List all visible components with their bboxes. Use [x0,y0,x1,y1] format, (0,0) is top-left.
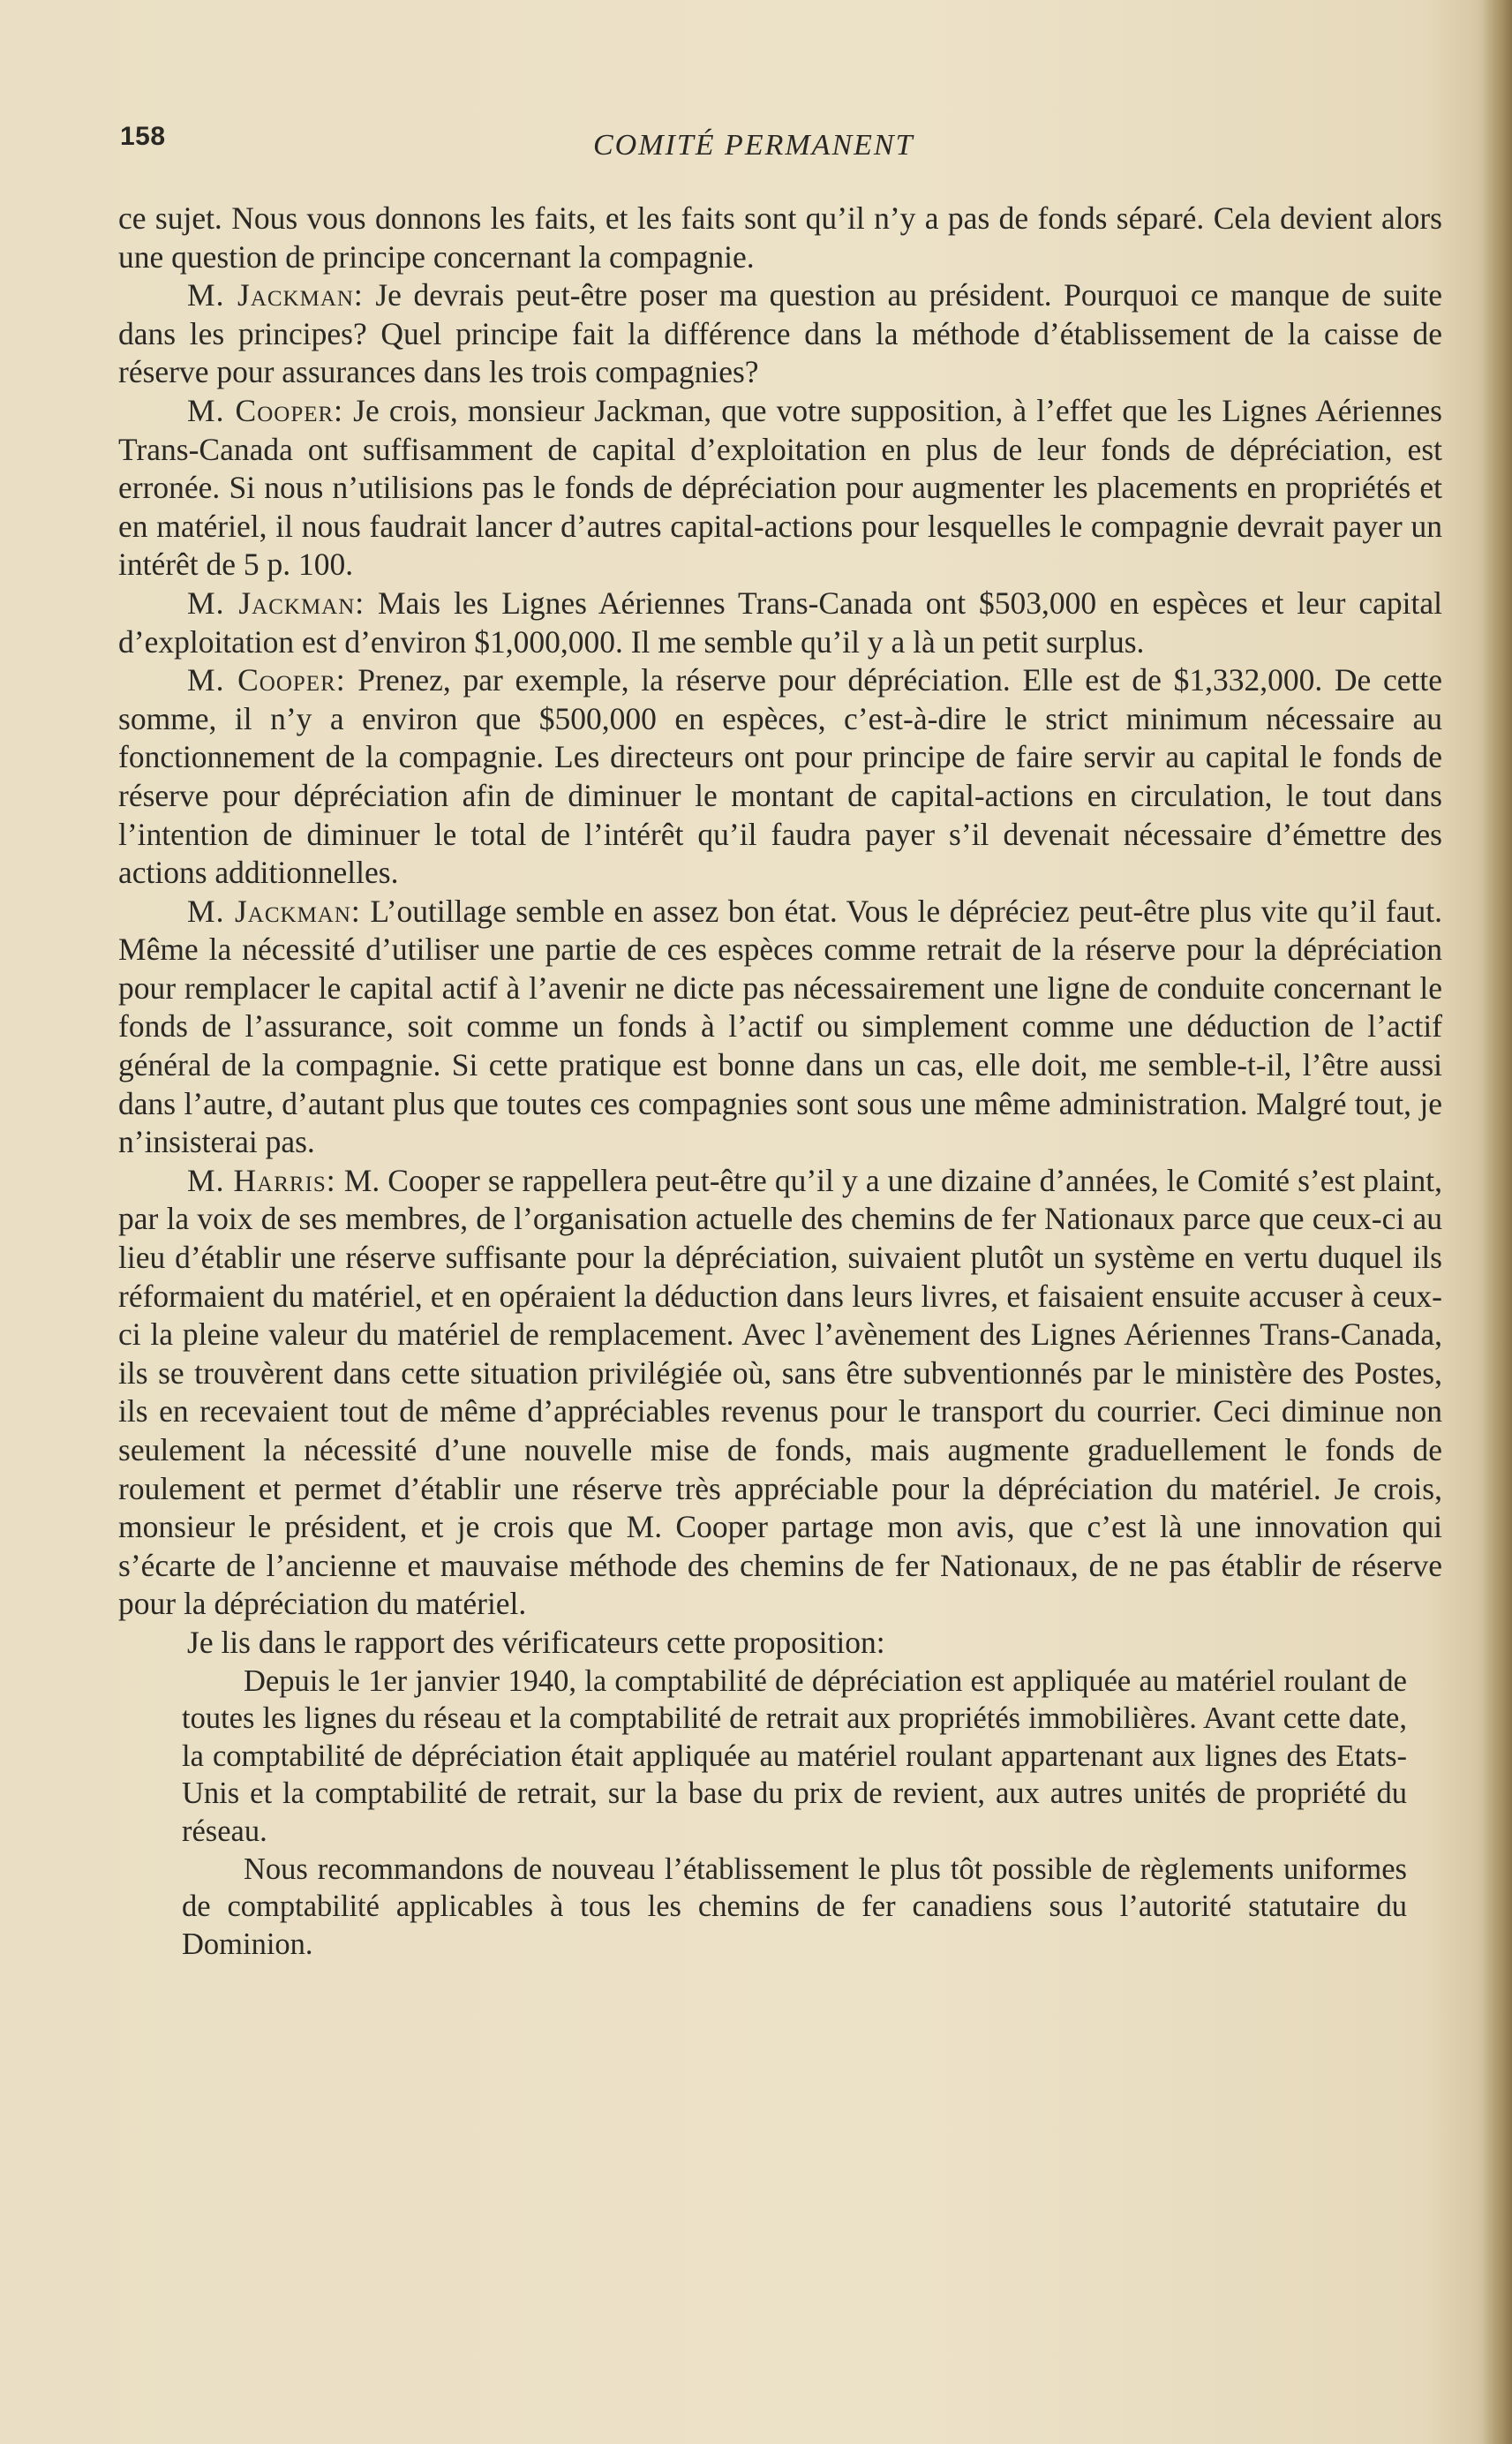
paragraph-text: Je lis dans le rapport des vérificateurs cette proposition: [187,1624,885,1660]
speaker-name: M. Jackman: [187,277,364,313]
speaker-name: M. Jackman: [187,585,365,621]
page-edge-shadow [1482,0,1512,2444]
body-text [118,200,1442,1963]
paragraph-text: Je crois, monsieur Jackman, que votre supposition, à l’effet que les Lignes Aériennes Trans-Canada ont suffisamment de capital d’exploitation en plus de leur fonds de dépréciation, est erronée. Si nous n’utilisions pas le fonds de dépréciation pour augmenter les placements en propriétés et en matériel, il nous faudrait lancer d’autres capital-actions pour lesquelles le compagnie devrait payer un intérêt de 5 p. 100. [118,392,1442,583]
speaker-name: M. Harris: [187,1162,336,1198]
block-quote-2: Nous recommandons de nouveau l’établissement le plus tôt possible de règlements uniformes de comptabilité applicables à tous les chemins de fer canadiens sous l’autorité statutaire du Dominion. [182,1852,1407,1961]
page-header [120,122,1435,175]
paragraph-text: Mais les Lignes Aériennes Trans-Canada ont $503,000 en espèces et leur capital d’exploitation est d’environ $1,000,000. Il me semble qu’il y a là un petit surplus. [118,585,1442,660]
page-number: 158 [120,122,166,151]
paragraph-cooper-2 [118,661,1442,893]
paragraph-intro-quote [118,1624,1442,1663]
speaker-name: M. Cooper: [187,392,344,428]
speaker-name: M. Jackman: [187,893,361,929]
paragraph-text: Prenez, par exemple, la réserve pour dépréciation. Elle est de $1,332,000. De cette somme, il n’y a environ que $500,000 en espèces, c’est-à-dire le strict minimum nécessaire au fonctionnement de la compagnie. Les directeurs ont pour principe de faire servir au capital le fonds de réserve pour dépréciation afin de diminuer le montant de capital-actions en circulation, le tout dans l’intention de diminuer le total de l’intérêt qu’il faudra payer s’il devenait nécessaire d’émettre des actions additionnelles. [118,662,1442,891]
paragraph-text: M. Cooper se rappellera peut-être qu’il y a une dizaine d’années, le Comité s’est plaint, par la voix de ses membres, de l’organisation actuelle des chemins de fer Nationaux parce que ceux-ci au lieu d’établir une réserve suffisante pour la dépréciation, suivaient plutôt un système en vertu duquel ils réformaient du matériel, et en opéraient la déduction dans leurs livres, et faisaient ensuite accuser à ceux-ci la pleine valeur du matériel de remplacement. Avec l’avènement des Lignes Aériennes Trans-Canada, ils se trouvèrent dans cette situation privilégiée où, sans être subventionnés par le ministère des Postes, ils en recevaient tout de même d’appréciables revenus pour le transport du courrier. Ceci diminue non seulement la nécessité d’une nouvelle mise de fonds, mais augmente graduellement le fonds de roulement et permet d’établir une réserve très appréciable pour la dépréciation du matériel. Je crois, monsieur le président, et je crois que M. Cooper partage mon avis, que c’est là une innovation qui s’écarte de l’ancienne et mauvaise méthode des chemins de fer Nationaux, de ne pas établir de réserve pour la dépréciation du matériel. [118,1162,1442,1622]
block-quote-1: Depuis le 1er janvier 1940, la comptabilité de dépréciation est appliquée au matériel roulant de toutes les lignes du réseau et la comptabilité de retrait aux propriétés immobilières. Avant cette date, la comptabilité de dépréciation était appliquée au matériel roulant appartenant aux lignes des Etats-Unis et la comptabilité de retrait, sur la base du prix de revient, aux autres unités de propriété du réseau. [182,1663,1407,1848]
paragraph-continuation [118,200,1442,276]
paragraph-jackman-1 [118,276,1442,392]
paragraph-harris-1 [118,1162,1442,1624]
paragraph-jackman-2 [118,585,1442,661]
paragraph-jackman-3 [118,893,1442,1162]
speaker-name: M. Cooper: [187,662,346,698]
paragraph-text: ce sujet. Nous vous donnons les faits, et les faits sont qu’il n’y a pas de fonds séparé. Cela devient alors une question de principe concernant la compagnie. [118,200,1442,275]
paragraph-cooper-1 [118,392,1442,585]
paragraph-text: L’outillage semble en assez bon état. Vous le dépréciez peut-être plus vite qu’il faut. Même la nécessité d’utiliser une partie de ces espèces comme retrait de la réserve pour la dépréciation pour remplacer le capital actif à l’avenir ne dicte pas nécessairement une ligne de conduite concernant le fonds de l’assurance, soit comme un fonds à l’actif ou simplement comme une déduction de l’actif général de la compagnie. Si cette pratique est bonne dans un cas, elle doit, me semble-t-il, l’être aussi dans l’autre, d’autant plus que toutes ces compagnies sont sous une même administration. Malgré tout, je n’insisterai pas. [118,893,1442,1160]
running-title: COMITÉ PERMANENT [593,129,914,162]
paragraph-text: Je devrais peut-être poser ma question au président. Pourquoi ce manque de suite dans les principes? Quel principe fait la différence dans la méthode d’établissement de la caisse de réserve pour assurances dans les trois compagnies? [118,277,1442,390]
